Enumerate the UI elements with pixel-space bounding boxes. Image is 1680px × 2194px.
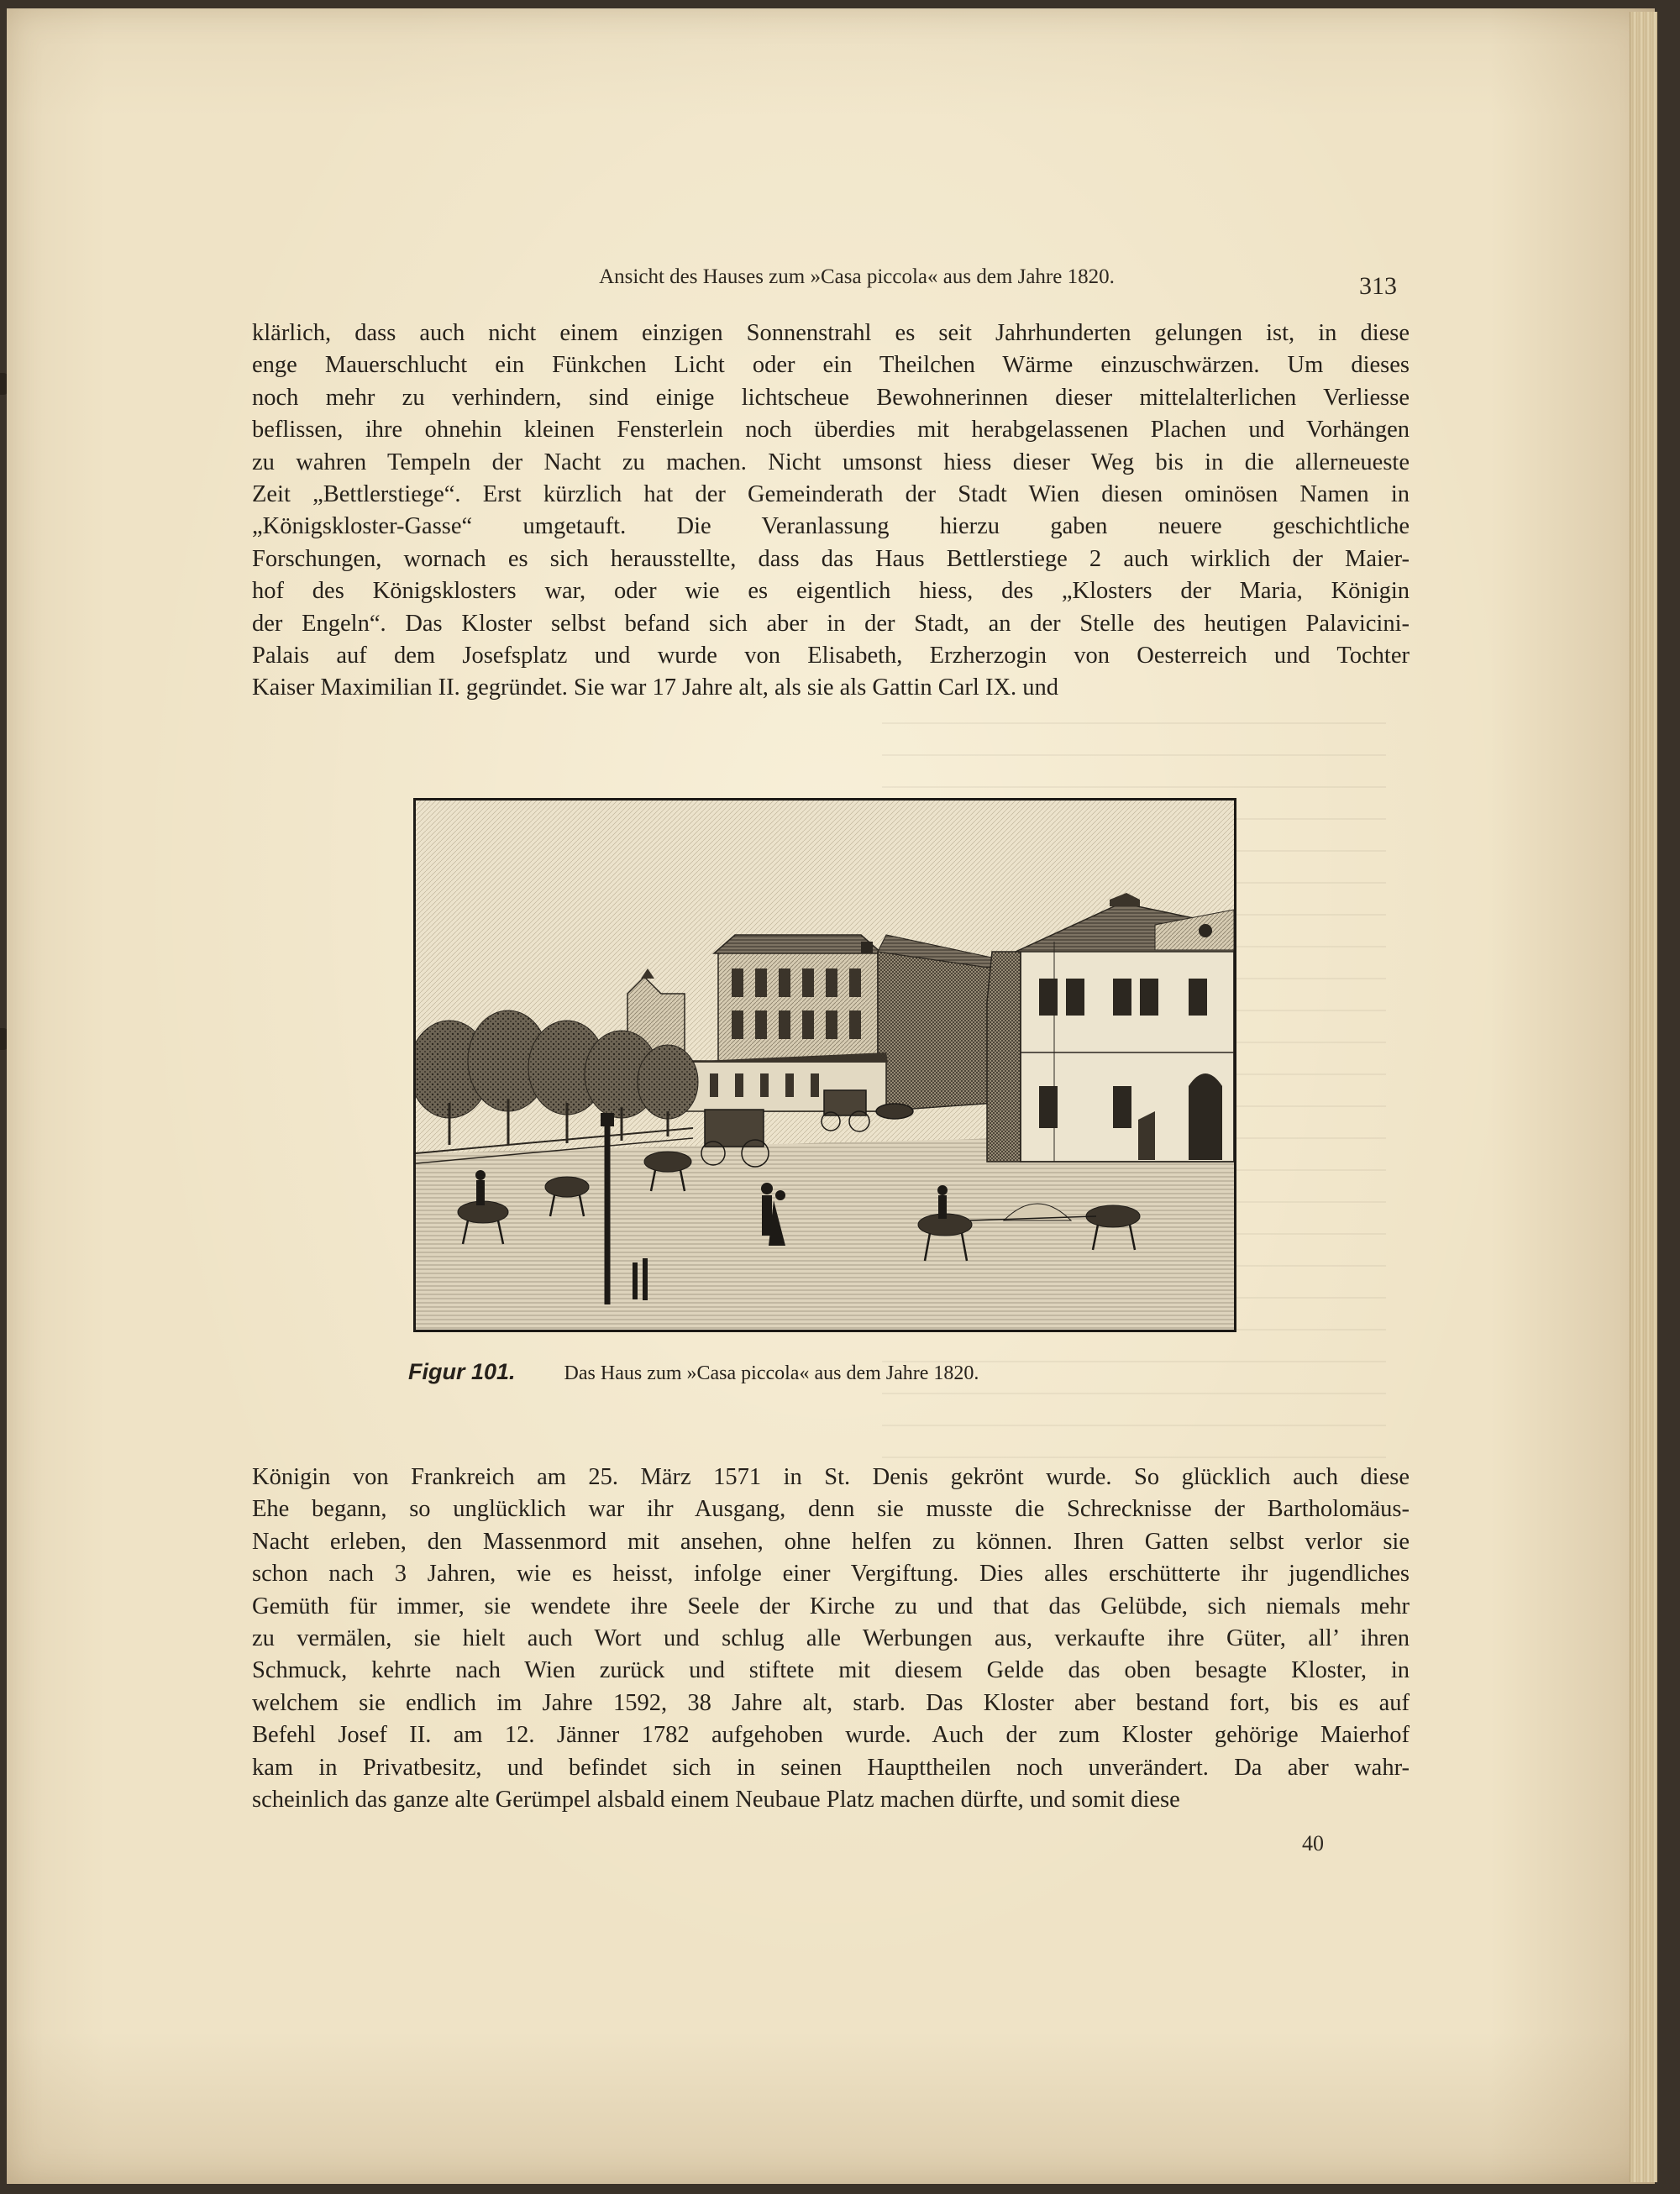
signature-mark: 40 bbox=[1302, 1831, 1324, 1855]
page-edge-stack bbox=[1630, 12, 1657, 2182]
text-line: enge Mauerschlucht ein Fünkchen Licht oder ein Theilchen Wärme einzuschwärzen. Um dieses bbox=[252, 352, 1410, 379]
text-line: „Königskloster-Gasse“ umgetauft. Die Veranlassung hierzu gaben neuere geschichtliche bbox=[252, 513, 1410, 540]
text-line: Schmuck, kehrte nach Wien zurück und stiftete mit diesem Gelde das oben besagte Kloster, in bbox=[252, 1657, 1410, 1684]
page-number: 313 bbox=[1359, 272, 1397, 300]
text-line: hof des Königsklosters war, oder wie es eigentlich hiess, des „Klosters der Maria, Königin bbox=[252, 578, 1410, 605]
text-line: Forschungen, wornach es sich herausstellte, dass das Haus Bettlerstiege 2 auch wirklich der Maier- bbox=[252, 545, 1410, 572]
text-line: Kaiser Maximilian II. gegründet. Sie war 17 Jahre alt, als sie als Gattin Carl IX. und bbox=[252, 674, 1059, 701]
text-line: klärlich, dass auch nicht einem einzigen Sonnenstrahl es seit Jahrhunderten gelungen ist, in diese bbox=[252, 320, 1410, 346]
text-line: Befehl Josef II. am 12. Jänner 1782 aufgehoben wurde. Auch der zum Kloster gehörige Maierhof bbox=[252, 1722, 1410, 1749]
text-line: Palais auf dem Josefsplatz und wurde von Elisabeth, Erzherzogin von Oesterreich und Tochter bbox=[252, 642, 1410, 669]
text-line: noch mehr zu verhindern, sind einige lichtscheue Bewohnerinnen dieser mittelalterlichen Verliesse bbox=[252, 384, 1410, 411]
paragraph-top bbox=[252, 318, 1410, 705]
text-line: welchem sie endlich im Jahre 1592, 38 Jahre alt, starb. Das Kloster aber bestand fort, bis es auf bbox=[252, 1689, 1410, 1716]
text-line: scheinlich das ganze alte Gerümpel alsbald einem Neubaue Platz machen dürfte, und somit diese bbox=[252, 1786, 1180, 1813]
figure-engraving bbox=[413, 798, 1236, 1332]
text-line: schon nach 3 Jahren, wie es heisst, infolge einer Vergiftung. Dies alles erschütterte ihr jugendliches bbox=[252, 1561, 1410, 1588]
street-scene-illustration bbox=[416, 800, 1234, 1330]
text-line: der Engeln“. Das Kloster selbst befand sich aber in der Stadt, an der Stelle des heutigen Palavicini- bbox=[252, 610, 1410, 637]
text-line: Ehe begann, so unglücklich war ihr Ausgang, denn sie musste die Schrecknisse der Bartholomäus- bbox=[252, 1496, 1410, 1523]
text-line: Gemüth für immer, sie wendete ihre Seele der Kirche zu und that das Gelübde, sich niemals mehr bbox=[252, 1593, 1410, 1619]
running-head: Ansicht des Hauses zum »Casa piccola« aus dem Jahre 1820. bbox=[599, 265, 1115, 288]
figure-label: Figur 101. bbox=[408, 1359, 516, 1384]
text-line: kam in Privatbesitz, und befindet sich in seinen Haupttheilen noch unverändert. Da aber wahr- bbox=[252, 1754, 1410, 1781]
text-line: beflissen, ihre ohnehin kleinen Fensterlein noch überdies mit herabgelassenen Plachen und Vorhängen bbox=[252, 417, 1410, 444]
text-line: zu vermälen, sie hielt auch Wort und schlug alle Werbungen aus, verkaufte ihre Güter, all’ ihren bbox=[252, 1625, 1410, 1651]
figure-caption bbox=[408, 1359, 1164, 1385]
text-line: Zeit „Bettlerstiege“. Erst kürzlich hat der Gemeinderath der Stadt Wien diesen ominösen Namen in bbox=[252, 480, 1410, 507]
text-line: Königin von Frankreich am 25. März 1571 in St. Denis gekrönt wurde. So glücklich auch diese bbox=[252, 1464, 1410, 1490]
paragraph-bottom bbox=[252, 1462, 1410, 1816]
figure-caption-text: Das Haus zum »Casa piccola« aus dem Jahre 1820. bbox=[564, 1362, 979, 1384]
text-line: zu wahren Tempeln der Nacht zu machen. Nicht umsonst hiess dieser Weg bis in die allerneueste bbox=[252, 449, 1410, 475]
text-line: Nacht erleben, den Massenmord mit ansehen, ohne helfen zu können. Ihren Gatten selbst verlor sie bbox=[252, 1528, 1410, 1555]
